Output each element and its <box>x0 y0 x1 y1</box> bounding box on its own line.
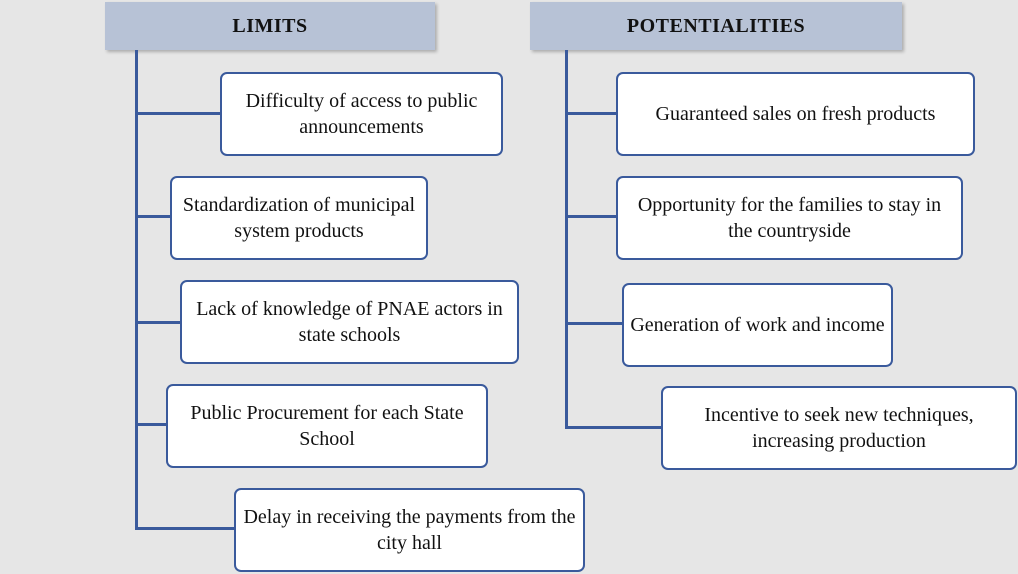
potentiality-text: Opportunity for the families to stay in the countryside <box>637 194 942 242</box>
limits-branch-line <box>135 423 167 426</box>
potentialities-trunk-line <box>565 50 568 429</box>
potentiality-box-work-income <box>622 283 893 367</box>
potentiality-box-families-stay <box>616 176 963 260</box>
limits-branch-line <box>135 527 235 530</box>
potentialities-branch-line <box>565 215 617 218</box>
potentiality-box-guaranteed-sales <box>616 72 975 156</box>
limits-branch-line <box>135 112 221 115</box>
limit-text: Public Procurement for each State School <box>190 402 464 450</box>
limit-box-payment-delay <box>234 488 585 572</box>
limits-trunk-line <box>135 50 138 530</box>
limit-text: Delay in receiving the payments from the city hall <box>243 506 576 554</box>
potentiality-text: Generation of work and income <box>630 314 885 336</box>
limit-text: Lack of knowledge of PNAE actors in state schools <box>196 298 503 346</box>
limit-text: Standardization of municipal system products <box>182 194 416 242</box>
limit-box-standardization <box>170 176 428 260</box>
potentiality-text: Guaranteed sales on fresh products <box>655 103 936 125</box>
potentiality-box-new-techniques <box>661 386 1017 470</box>
potentialities-branch-line <box>565 426 662 429</box>
limit-box-public-procurement <box>166 384 488 468</box>
potentiality-text: Incentive to seek new techniques, increasing production <box>704 404 974 452</box>
potentialities-branch-line <box>565 322 623 325</box>
limits-branch-line <box>135 321 181 324</box>
potentialities-header: POTENTIALITIES <box>530 2 902 50</box>
limits-branch-line <box>135 215 171 218</box>
limit-box-lack-of-knowledge <box>180 280 519 364</box>
potentialities-branch-line <box>565 112 617 115</box>
limits-header: LIMITS <box>105 2 435 50</box>
limit-box-access-announcements <box>220 72 503 156</box>
limit-text: Difficulty of access to public announcements <box>245 90 478 138</box>
